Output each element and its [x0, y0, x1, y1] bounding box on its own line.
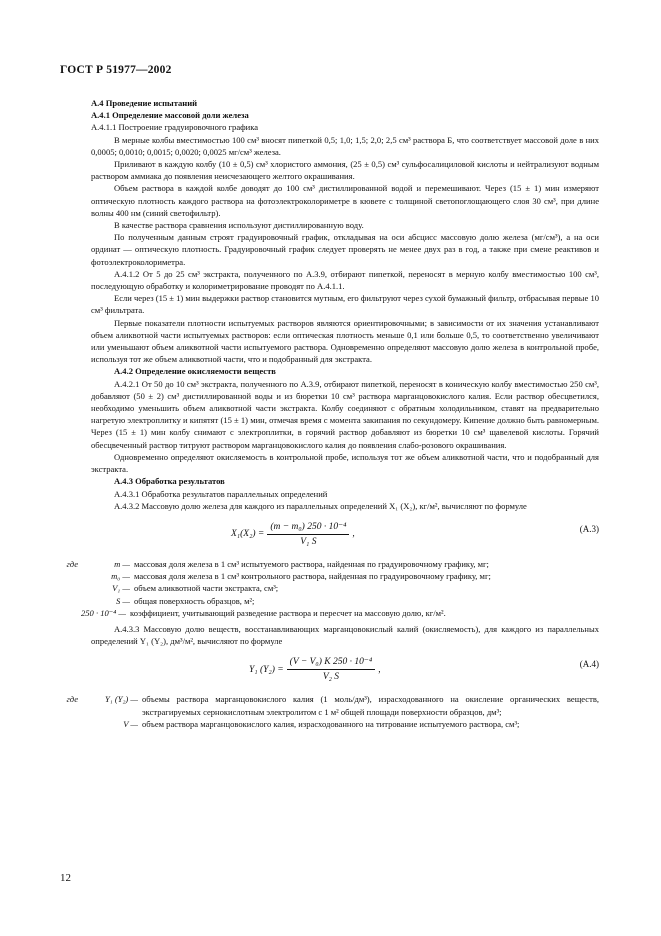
paragraph-volumetric-flasks: В мерные колбы вместимостью 100 см³ вносят пипеткой 0,5; 1,0; 1,5; 2,0; 2,5 см³ раствора Б, что соответствует массовой доле в них 0,0005; 0,0010; 0,0015; 0,0020; 0,0025 мг/см³ железа.: [91, 134, 599, 157]
formula-a3-number: (A.3): [579, 523, 599, 534]
page-header: ГОСТ Р 51977—2002: [60, 64, 172, 76]
definition-row: [60, 718, 599, 730]
definition-row: [60, 582, 599, 594]
definition-text: коэффициент, учитывающий разведение раствора и пересчет на массовую долю, кг/м².: [130, 607, 446, 618]
formula-a4-numerator: (V − V₀) K 250 · 10⁻⁴: [287, 656, 376, 670]
definition-text: объемы раствора марганцовокислого калия (1 моль/дм³), израсходованного на окисление органических веществ, экстрагируемых сернокислотным электролитом с 1 м² общей площади поверхности образцов, дм³;: [142, 694, 599, 717]
formula-a3-denominator: V₁ S: [300, 536, 317, 547]
subsection-a431: А.4.3.1 Обработка результатов параллельных определений: [114, 488, 328, 499]
formula-a4-lhs: Y₁ (Y₂) =: [249, 664, 284, 675]
definition-term: m₀ —: [111, 571, 130, 582]
definition-row: [60, 607, 599, 619]
definition-text: объем раствора марганцовокислого калия, израсходованного на титрование испытуемого раствора, см³;: [142, 718, 520, 729]
definition-text: объем аликвотной части экстракта, см³;: [134, 583, 279, 594]
document-body: [66, 97, 599, 734]
section-heading-a43: А.4.3 Обработка результатов: [114, 476, 225, 487]
definition-term: V —: [123, 718, 138, 729]
definition-row: [60, 558, 599, 570]
definitions-a4: [60, 693, 599, 730]
definition-term: S —: [115, 595, 130, 606]
paragraph-a432: А.4.3.2 Массовую долю железа для каждого из параллельных определений X₁ (X₂), кг/м², вычисляют по формуле: [114, 500, 527, 511]
subsection-a411: А.4.1.1 Построение градуировочного графика: [91, 122, 259, 133]
definition-text: общая поверхность образцов, м²;: [134, 595, 255, 606]
section-heading-a42: А.4.2 Определение окисляемости веществ: [114, 366, 276, 377]
paragraph-measure-density: Объем раствора в каждой колбе доводят до 100 см³ дистиллированной водой и перемешивают. Через (15 ± 1) мин измеряют оптическую плотность каждого раствора на фотоэлектроколориметре в кювете с толщиной светопоглощающего слоя 30 см³, при длине волны 400 нм (синий светофильтр).: [91, 183, 599, 218]
formula-a4-comma: ,: [378, 664, 381, 675]
where-label: где: [66, 558, 78, 569]
formula-a4-number: (A.4): [579, 659, 599, 670]
definitions-a3: [60, 558, 599, 619]
definition-term: 250 · 10⁻⁴ —: [81, 607, 126, 618]
where-label: где: [66, 694, 78, 705]
paragraph-add-reagents: Приливают в каждую колбу (10 ± 0,5) см³ хлористого аммония, (25 ± 0,5) см³ сульфосалициловой кислоты и нейтрализуют водным раствором аммиака до появления неисчезающего желтого окрашивания.: [91, 159, 599, 182]
formula-a4-fraction: [287, 656, 376, 683]
section-heading-a41: А.4.1 Определение массовой доли железа: [91, 110, 249, 121]
definition-term: Y₁ (Y₂) —: [104, 694, 138, 705]
definition-term: m —: [114, 558, 130, 569]
definition-row: [60, 570, 599, 582]
formula-a3-comma: ,: [352, 529, 355, 540]
definition-row: [60, 595, 599, 607]
paragraph-a412: А.4.1.2 От 5 до 25 см³ экстракта, полученного по А.3.9, отбирают пипеткой, переносят в мерную колбу вместимостью 100 см³, последующую обработку и колориметрирование проводят по А.4.1.1.: [91, 268, 599, 292]
paragraph-calibration-graph: По полученным данным строят градуировочный график, откладывая на оси абсцисс массовую долю железа (мг/см³), а на оси ординат — оптическую плотность. Градуировочный график следует проверять не менее двух раз в год, а также при смене реактивов и фотоэлектроколориметра.: [91, 232, 599, 267]
paragraph-control-sample: Одновременно определяют окисляемость в контрольной пробе, используя тот же объем аликвотной части, что и подобранный для экстракта.: [91, 451, 599, 475]
paragraph-reference-solution: В качестве раствора сравнения используют дистиллированную воду.: [114, 220, 364, 231]
formula-a3: [91, 517, 599, 554]
paragraph-a421: А.4.2.1 От 50 до 10 см³ экстракта, полученного по А.3.9, отбирают пипеткой, переносят в коническую колбу вместимостью 250 см³, добавляют (50 ± 2) см³ дистиллированной воды и из бюретки 10 см³ раствора марганцовокислого калия. Если раствор обесцветился, необходимо уменьшить объем аликвотной части экстракта. Колбу соединяют с обратным холодильником, ставят на предварительно нагретую электроплитку и кипятят (15 ± 1) мин, отмечая время с момента закипания по секундомеру. Кипение должно быть равномерным. Через (15 ± 1) мин колбу снимают с электроплитки, в горячий раствор добавляют из бюретки 10 см³ щавелевой кислоты. Горячий обесцвеченный раствор титруют раствором марганцовокислого калия до появления слабо-розового окрашивания.: [91, 378, 599, 450]
formula-a3-lhs: X₁(X₂) =: [231, 529, 265, 540]
definition-text: массовая доля железа в 1 см³ контрольного раствора, найденная по градуировочному графику, мг;: [134, 571, 491, 582]
formula-a4-denominator: V₂ S: [322, 672, 340, 683]
paragraph-filtering: Если через (15 ± 1) мин выдержки раствор становится мутным, его фильтруют через сухой бумажный фильтр, отбрасывая первые 10 см³ фильтрата.: [91, 293, 599, 316]
page-number: 12: [60, 872, 71, 884]
definition-row: [60, 693, 599, 717]
formula-a3-numerator: (m − m₀) 250 · 10⁻⁴: [267, 521, 349, 535]
definition-text: массовая доля железа в 1 см³ испытуемого раствора, найденная по градуировочному графику, мг;: [134, 558, 489, 569]
paragraph-aliquot: Первые показатели плотности испытуемых растворов являются ориентировочными; в зависимости от их значения устанавливают объем аликвотной части испытуемых растворов: если оптическая плотность меньше 0,1 или больше 0,5, то соответственно увеличивают или уменьшают объем аликвотной части испытуемого раствора. Одновременно определяют массовую долю железа в контрольной пробе, используя тот же объем аликвотной части, что и подобранный для экстракта.: [91, 317, 599, 365]
definition-term: V₁ —: [112, 583, 130, 594]
formula-a3-fraction: [267, 521, 349, 548]
formula-a4: [91, 652, 599, 689]
paragraph-a433: А.4.3.3 Массовую долю веществ, восстанавливающих марганцовокислый калий (окисляемость), для каждого из параллельных определений Y₁ (Y₂), дм³/м², вычисляют по формуле: [91, 623, 599, 647]
section-heading-a4: А.4 Проведение испытаний: [91, 98, 198, 108]
